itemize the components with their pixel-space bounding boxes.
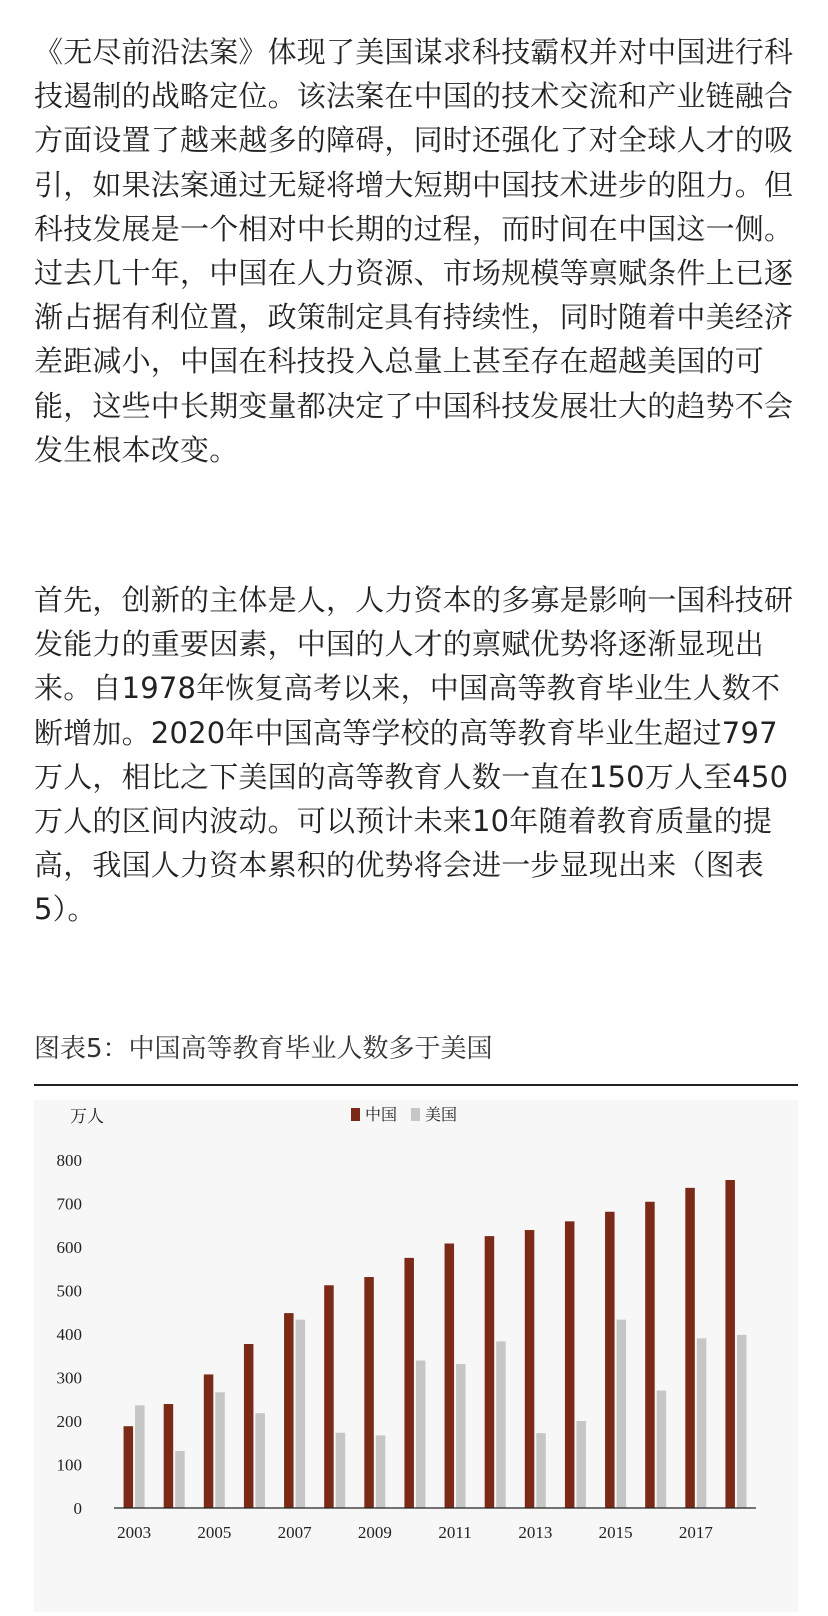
y-tick-label: 800 — [56, 1151, 82, 1170]
bar-usa-2018 — [737, 1335, 747, 1508]
x-tick-label: 2015 — [598, 1523, 633, 1542]
bar-usa-2016 — [657, 1391, 667, 1508]
y-axis-ticks — [57, 1151, 83, 1518]
caption-divider — [34, 1084, 798, 1086]
y-axis-unit-label: 万人 — [70, 1107, 104, 1126]
bar-china-2008 — [324, 1285, 334, 1508]
bar-china-2015 — [605, 1212, 615, 1508]
bar-china-2003 — [124, 1426, 134, 1508]
y-tick-label: 500 — [56, 1281, 82, 1301]
legend-label-usa: 美国 — [425, 1107, 458, 1124]
x-tick-label: 2009 — [357, 1523, 392, 1542]
bar-usa-2003 — [135, 1405, 145, 1508]
bar-china-2004 — [164, 1404, 174, 1508]
legend-swatch-usa — [411, 1108, 420, 1121]
legend-label-china: 中国 — [365, 1107, 398, 1124]
bar-usa-2006 — [255, 1413, 265, 1508]
bar-china-2006 — [244, 1344, 254, 1508]
bar-usa-2012 — [496, 1341, 506, 1508]
bar-usa-2004 — [175, 1451, 185, 1508]
y-tick-label: 300 — [56, 1368, 82, 1388]
bar-usa-2008 — [336, 1433, 346, 1508]
bar-china-2005 — [204, 1374, 214, 1508]
bar-usa-2010 — [416, 1361, 426, 1508]
y-tick-label: 600 — [56, 1238, 82, 1257]
x-tick-label: 2017 — [678, 1523, 713, 1542]
bar-usa-2009 — [376, 1435, 386, 1508]
bar-china-2011 — [445, 1244, 455, 1508]
bars-group — [124, 1180, 747, 1508]
x-tick-label: 2005 — [197, 1523, 232, 1542]
bar-china-2009 — [364, 1277, 374, 1508]
x-tick-label: 2003 — [117, 1523, 152, 1542]
chart-container — [34, 1100, 798, 1612]
bar-china-2013 — [525, 1230, 535, 1508]
y-tick-label: 0 — [73, 1499, 82, 1518]
chart-legend — [351, 1106, 457, 1124]
bar-usa-2005 — [215, 1392, 225, 1508]
article-paragraph-1: 《无尽前沿法案》体现了美国谋求科技霸权并对中国进行科技遏制的战略定位。该法案在中国的技术交流和产业链融合方面设置了越来越多的障碍，同时还强化了对全球人才的吸引，如果法案通过无疑将增大短期中国技术进步的阻力。但科技发展是一个相对中长期的过程，而时间在中国这一侧。过去几十年，中国在人力资源、市场规模等禀赋条件上已逐渐占据有利位置，政策制定具有持续性，同时随着中美经济差距减小，中国在科技投入总量上甚至存在超越美国的可能，这些中长期变量都决定了中国科技发展壮大的趋势不会发生根本改变。 — [34, 35, 794, 467]
y-tick-label: 700 — [56, 1194, 82, 1214]
x-tick-label: 2011 — [438, 1523, 472, 1542]
legend-swatch-china — [351, 1108, 360, 1121]
x-tick-label: 2013 — [518, 1523, 553, 1542]
bar-usa-2017 — [697, 1338, 707, 1508]
y-tick-label: 200 — [56, 1412, 82, 1431]
bar-usa-2014 — [576, 1421, 586, 1508]
bar-usa-2011 — [456, 1364, 466, 1508]
bar-chart — [34, 1100, 798, 1612]
figure-caption: 图表5：中国高等教育毕业人数多于美国 — [34, 1034, 493, 1064]
y-tick-label: 400 — [56, 1325, 82, 1344]
bar-china-2012 — [485, 1236, 495, 1508]
bar-china-2007 — [284, 1313, 294, 1508]
bar-china-2018 — [725, 1180, 735, 1508]
bar-usa-2007 — [296, 1320, 306, 1508]
x-tick-label: 2007 — [277, 1523, 312, 1542]
bar-china-2010 — [404, 1258, 414, 1508]
bar-china-2017 — [685, 1188, 695, 1508]
bar-china-2014 — [565, 1221, 575, 1508]
bar-usa-2013 — [536, 1433, 546, 1508]
bar-china-2016 — [645, 1202, 655, 1508]
y-tick-label: 100 — [56, 1455, 82, 1475]
x-axis-ticks — [117, 1523, 713, 1542]
bar-usa-2015 — [617, 1320, 627, 1508]
article-paragraph-2: 首先，创新的主体是人，人力资本的多寡是影响一国科技研发能力的重要因素，中国的人才的禀赋优势将逐渐显现出来。自1978年恢复高考以来，中国高等教育毕业生人数不断增加。2020年中国高等学校的高等教育毕业生超过797万人，相比之下美国的高等教育人数一直在150万人至450万人的区间内波动。可以预计未来10年随着教育质量的提高，我国人力资本累积的优势将会进一步显现出来（图表5）。 — [34, 583, 794, 927]
